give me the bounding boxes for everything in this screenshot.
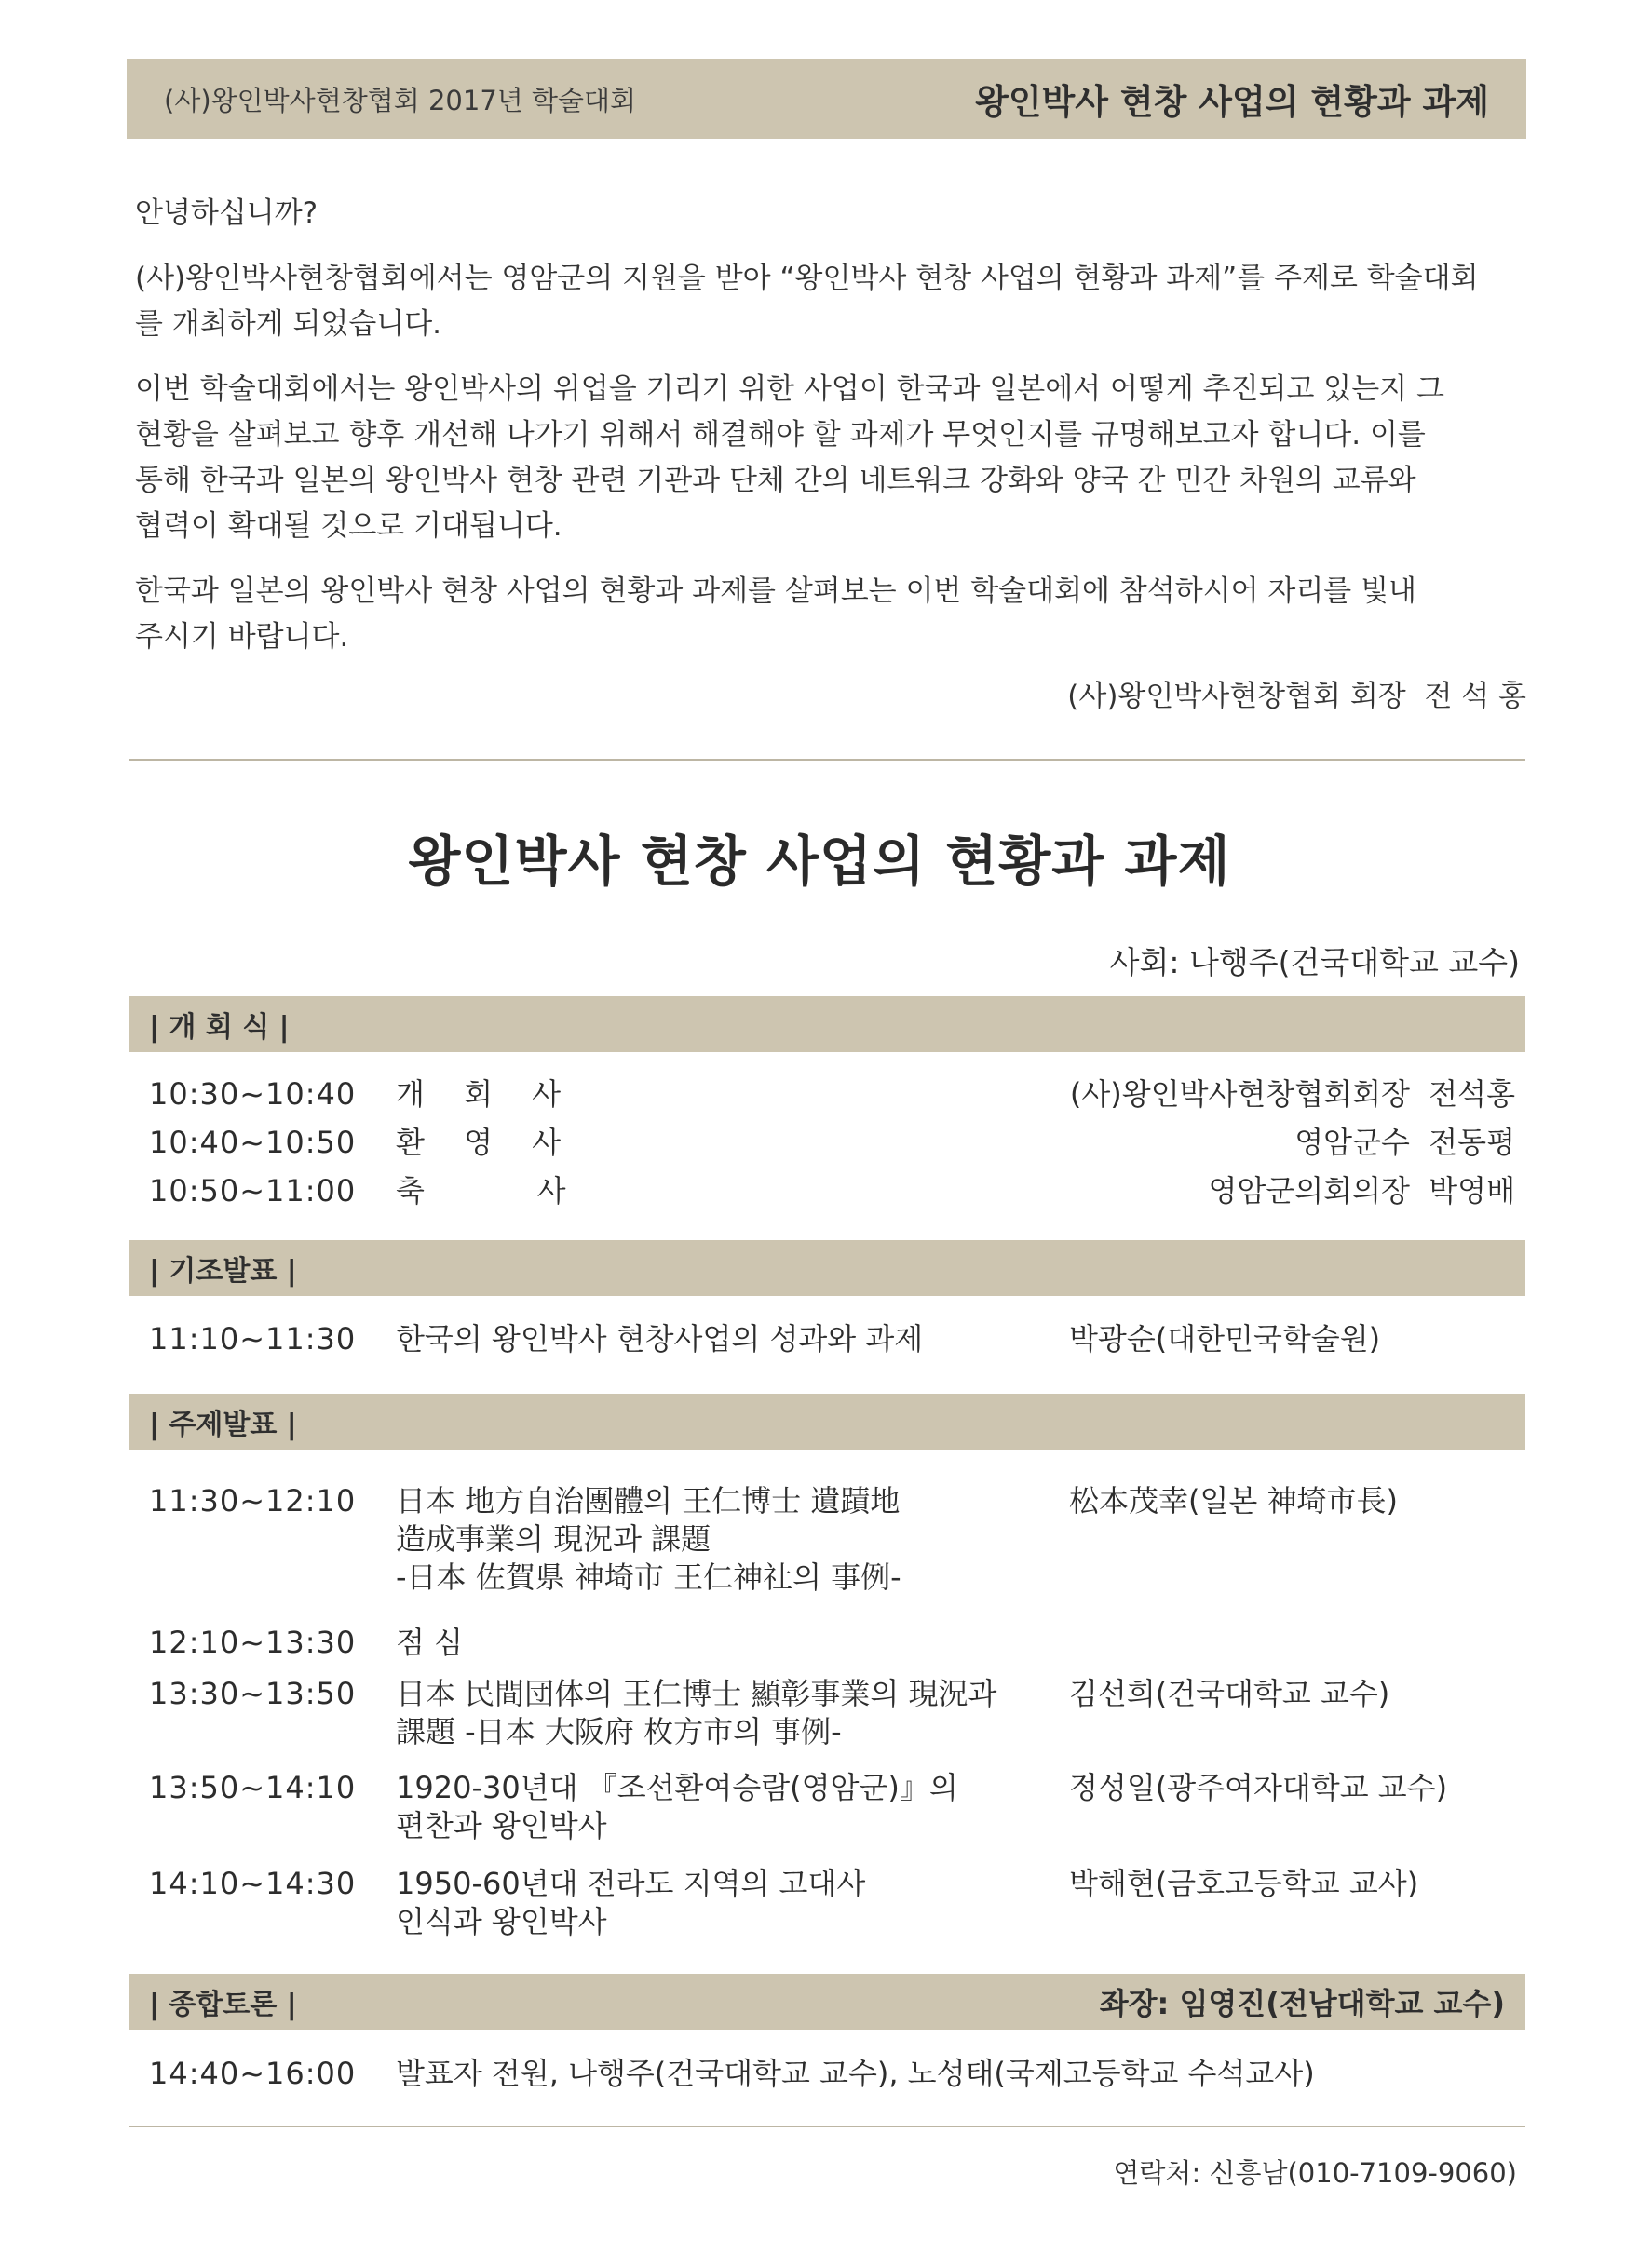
program-title: 왕인박사 현창 사업의 현황과 과제 [408, 830, 1231, 893]
title-line: 日本 地方自治團體의 王仁博士 遺蹟地 [396, 1483, 901, 1519]
divider [129, 2126, 1525, 2127]
title-line: 日本 民間団体의 王仁博士 顯彰事業의 現況과 [396, 1676, 997, 1711]
section-band-keynote [129, 1240, 1525, 1296]
schedule-speaker: 김선희(건국대학교 교수) [1069, 1676, 1390, 1711]
schedule-time: 10:30~10:40 [149, 1076, 357, 1112]
schedule-title [396, 1675, 1029, 1751]
schedule-title: 환 영 사 [396, 1125, 576, 1160]
schedule-time: 10:40~10:50 [149, 1125, 357, 1160]
schedule-title [396, 1769, 1029, 1845]
schedule-speaker: (사)왕인박사현창협회회장 전석홍 [1069, 1076, 1515, 1112]
schedule-title: 개 회 사 [396, 1076, 576, 1112]
title-line: 造成事業의 現況과 課題 [396, 1521, 711, 1557]
schedule-time: 10:50~11:00 [149, 1173, 357, 1208]
header-event-label: (사)왕인박사현창협회 2017년 학술대회 [164, 84, 637, 116]
schedule-title [396, 1865, 1029, 1941]
letter-greeting: 안녕하십니까? [135, 196, 318, 230]
schedule-time: 14:10~14:30 [149, 1866, 357, 1901]
title-line: 課題 -日本 大阪府 枚方市의 事例- [396, 1714, 842, 1749]
contact-info: 연락처: 신흥남(010-7109-9060) [1113, 2157, 1517, 2189]
schedule-time: 11:10~11:30 [149, 1321, 357, 1357]
schedule-title: 축 사 [396, 1173, 581, 1208]
invitation-letter [135, 191, 1521, 680]
title-line: 인식과 왕인박사 [396, 1904, 607, 1939]
schedule-title [396, 1482, 1029, 1597]
divider [129, 759, 1525, 761]
header-title: 왕인박사 현창 사업의 현황과 과제 [975, 82, 1489, 122]
title-line: 1950-60년대 전라도 지역의 고대사 [396, 1866, 866, 1901]
letter-paragraph-2: 이번 학술대회에서는 왕인박사의 위업을 기리기 위한 사업이 한국과 일본에서 어떻게 추진되고 있는지 그 현황을 살펴보고 향후 개선해 나가기 위해서 해결해야 할 과제가 무엇인지를 규명해보고자 합니다. 이를 통해 한국과 일본의 왕인박사 현창 관련 기관과 단체 간의 네트워크 강화와 양국 간 민간 차원의 교류와 협력이 확대될 것으로 기대됩니다. [135, 372, 1444, 543]
section-band-presentations [129, 1394, 1525, 1450]
title-line: 점 심 [396, 1625, 463, 1660]
schedule-speaker: 영암군의회의장 박영배 [1208, 1173, 1515, 1208]
section-band-opening [129, 996, 1525, 1052]
title-line: 편찬과 왕인박사 [396, 1808, 607, 1843]
moderator: 사회: 나행주(건국대학교 교수) [1109, 944, 1520, 980]
schedule-time: 12:10~13:30 [149, 1625, 357, 1660]
section-label-keynote: | 기조발표 | [149, 1255, 297, 1288]
schedule-speaker: 정성일(광주여자대학교 교수) [1069, 1770, 1448, 1805]
schedule-time: 14:40~16:00 [149, 2056, 357, 2091]
discussion-chair: 좌장: 임영진(전남대학교 교수) [1099, 1986, 1505, 2021]
title-line: 1920-30년대 『조선환여승람(영암군)』의 [396, 1770, 958, 1805]
letter-paragraph-1: (사)왕인박사현창협회에서는 영암군의 지원을 받아 “왕인박사 현창 사업의 현황과 과제”를 주제로 학술대회 를 개최하게 되었습니다. [135, 262, 1479, 341]
schedule-speaker: 박광순(대한민국학술원) [1069, 1321, 1381, 1357]
schedule-title: 발표자 전원, 나행주(건국대학교 교수), 노성태(국제고등학교 수석교사) [396, 2056, 1315, 2091]
header-band [127, 59, 1526, 139]
schedule-time: 13:30~13:50 [149, 1676, 357, 1711]
title-line: -日本 佐賀県 神埼市 王仁神社의 事例- [396, 1559, 901, 1595]
schedule-speaker: 박해현(금호고등학교 교사) [1069, 1866, 1419, 1901]
schedule-time: 11:30~12:10 [149, 1483, 357, 1519]
section-label-presentations: | 주제발표 | [149, 1409, 297, 1441]
schedule-speaker: 영암군수 전동평 [1294, 1125, 1515, 1160]
section-label-opening: | 개 회 식 | [149, 1011, 290, 1044]
schedule-title: 한국의 왕인박사 현창사업의 성과와 과제 [396, 1321, 924, 1357]
letter-signature: (사)왕인박사현창협회 회장 전 석 홍 [1067, 680, 1526, 713]
schedule-title [396, 1624, 1029, 1662]
section-label-discussion: | 종합토론 | [149, 1989, 297, 2021]
letter-paragraph-3: 한국과 일본의 왕인박사 현창 사업의 현황과 과제를 살펴보는 이번 학술대회에 참석하시어 자리를 빛내 주시기 바랍니다. [135, 574, 1416, 654]
schedule-time: 13:50~14:10 [149, 1770, 357, 1805]
schedule-speaker: 松本茂幸(일본 神埼市長) [1069, 1483, 1398, 1519]
section-band-discussion [129, 1974, 1525, 2030]
